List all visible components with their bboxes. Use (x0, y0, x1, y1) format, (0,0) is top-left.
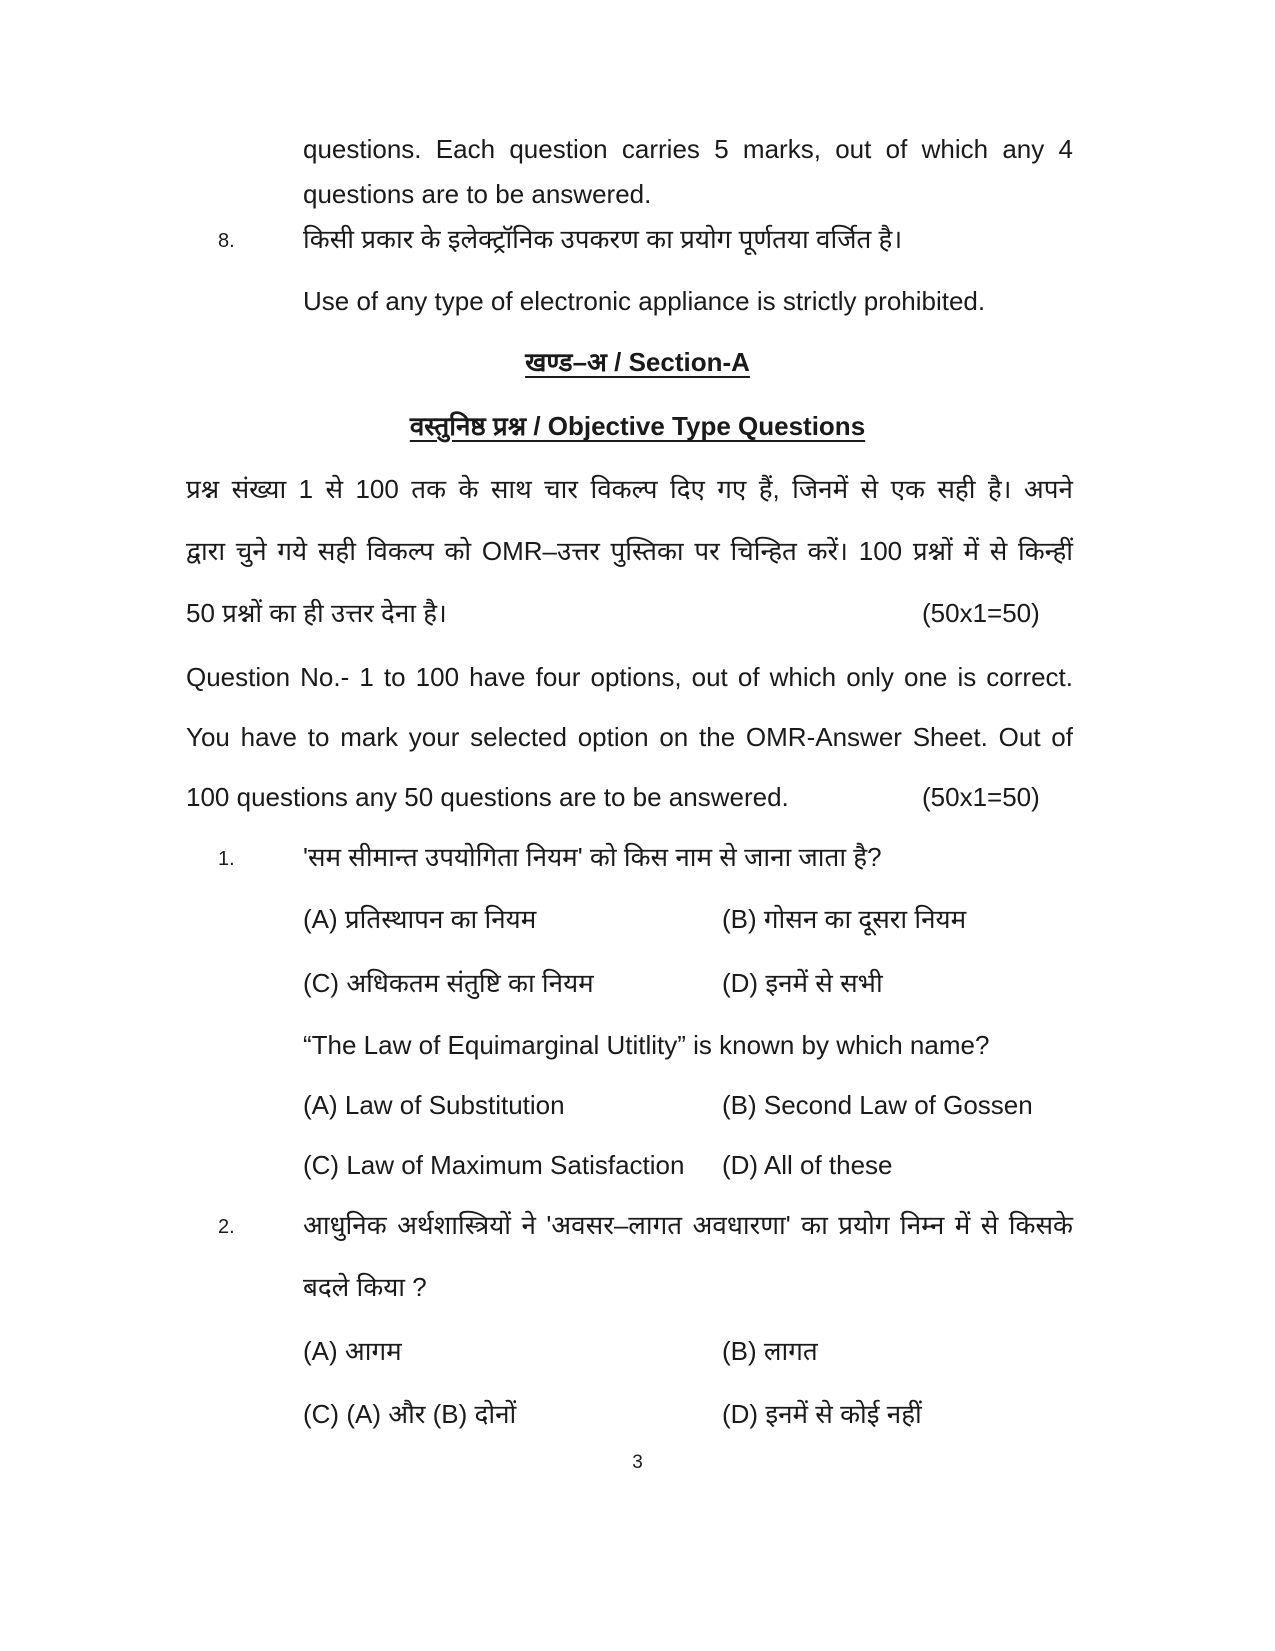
question-2-hindi-option-d: (D) इनमें से कोई नहीं (722, 1399, 922, 1429)
question-1-hindi-option-d: (D) इनमें से सभी (722, 968, 883, 998)
instruction-8-english: Use of any type of electronic appliance is strictly prohibited. (303, 286, 986, 316)
section-instructions-hindi-line-1: प्रश्न संख्या 1 से 100 तक के साथ चार विकल्प दिए गए हैं, जिनमें से एक सही है। अपने (186, 474, 1073, 504)
question-1-hindi-option-a: (A) प्रतिस्थापन का नियम (303, 904, 537, 934)
question-2-hindi-option-c: (C) (A) और (B) दोनों (303, 1399, 517, 1429)
question-2-hindi-option-b: (B) लागत (722, 1336, 818, 1366)
question-1-english-option-b: (B) Second Law of Gossen (722, 1090, 1033, 1120)
instruction-8-number: 8. (218, 230, 235, 252)
question-1-english-option-d: (D) All of these (722, 1150, 893, 1180)
question-1-hindi-option-b: (B) गोसन का दूसरा नियम (722, 904, 967, 934)
question-1-hindi: 'सम सीमान्त उपयोगिता नियम' को किस नाम से जाना जाता है? (303, 842, 882, 872)
section-instructions-hindi-line-3: 50 प्रश्नों का ही उत्तर देना है। (186, 598, 447, 628)
instruction-8-hindi: किसी प्रकार के इलेक्ट्रॉनिक उपकरण का प्रयोग पूर्णतया वर्जित है। (303, 224, 903, 254)
instruction-continuation-line-2: questions are to be answered. (303, 179, 652, 209)
section-instructions-english-line-1: Question No.- 1 to 100 have four options, out of which only one is correct. (186, 662, 1073, 692)
section-marks-hindi: (50x1=50) (922, 598, 1040, 628)
question-2-hindi-line-2: बदले किया ? (303, 1272, 427, 1302)
section-subtitle (0, 409, 1275, 443)
section-title (0, 345, 1275, 379)
section-title-text: खण्ड–अ / Section-A (525, 347, 750, 377)
section-subtitle-text: वस्तुनिष्ठ प्रश्न / Objective Type Questions (409, 411, 866, 441)
instruction-continuation-line-1: questions. Each question carries 5 marks, out of which any 4 (303, 134, 1073, 164)
section-instructions-hindi-line-2: द्वारा चुने गये सही विकल्प को OMR–उत्तर पुस्तिका पर चिन्हित करें। 100 प्रश्नों में से किन्हीं (186, 536, 1073, 566)
section-instructions-english-line-2: You have to mark your selected option on the OMR-Answer Sheet. Out of (186, 722, 1073, 752)
question-2-hindi-option-a: (A) आगम (303, 1336, 402, 1366)
question-1-english-option-a: (A) Law of Substitution (303, 1090, 565, 1120)
question-1-english: “The Law of Equimarginal Utitlity” is known by which name? (303, 1030, 990, 1060)
question-2-hindi-line-1: आधुनिक अर्थशास्त्रियों ने 'अवसर–लागत अवधारणा' का प्रयोग निम्न में से किसके (303, 1210, 1073, 1240)
section-instructions-english-line-3: 100 questions any 50 questions are to be answered. (186, 782, 789, 812)
question-1-english-option-c: (C) Law of Maximum Satisfaction (303, 1150, 685, 1180)
page-number: 3 (632, 1452, 643, 1473)
section-marks-english: (50x1=50) (922, 782, 1040, 812)
question-1-hindi-option-c: (C) अधिकतम संतुष्टि का नियम (303, 968, 594, 998)
question-1-number: 1. (218, 848, 235, 870)
question-2-number: 2. (218, 1216, 235, 1238)
